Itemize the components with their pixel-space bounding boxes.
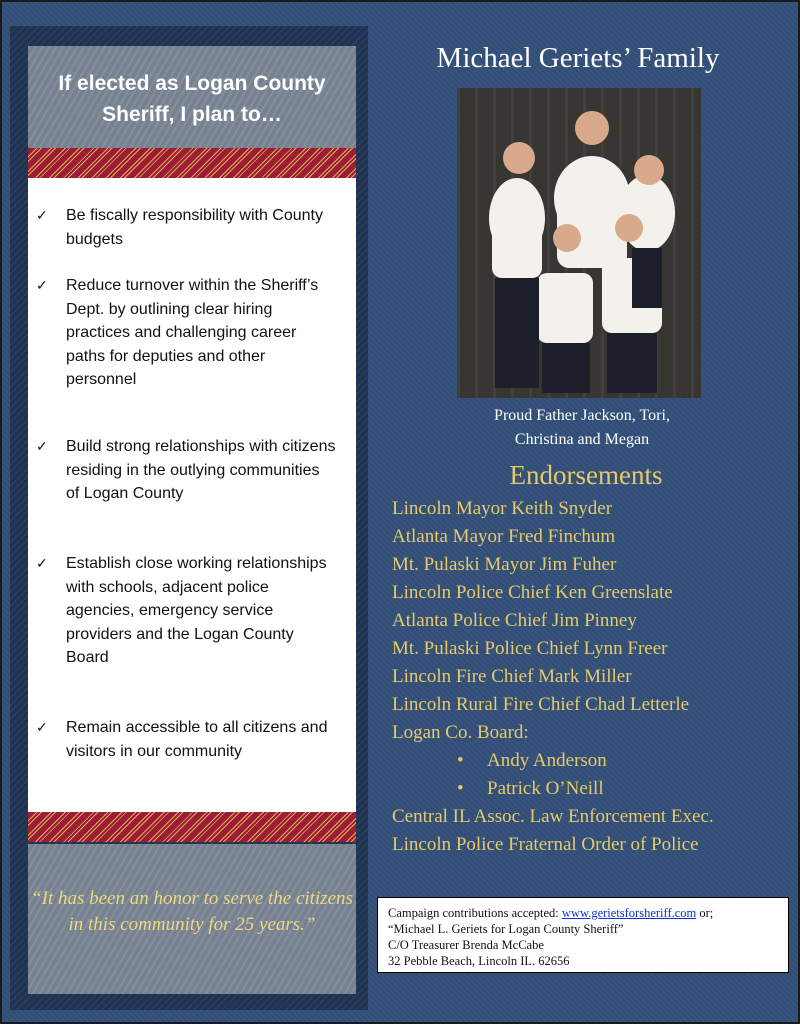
endorsement-item: Mt. Pulaski Police Chief Lynn Freer: [392, 638, 668, 659]
candidate-quote: “It has been an honor to serve the citizens in this community for 25 years.”: [31, 888, 353, 935]
family-photo-figures: [457, 88, 701, 398]
photo-caption-line: Proud Father Jackson, Tori,: [494, 407, 670, 424]
endorsement-item: Lincoln Mayor Keith Snyder: [392, 498, 613, 519]
endorsement-item: Logan Co. Board:: [392, 722, 529, 743]
plan-list: [28, 178, 356, 812]
board-member-item: [457, 750, 607, 772]
plan-item: [36, 552, 336, 670]
plan-item-text: Be fiscally responsibility with County budgets: [66, 207, 323, 248]
plan-item-text: Build strong relationships with citizens residing in the outlying communities of Logan County: [66, 438, 336, 502]
endorsement-item: Atlanta Police Chief Jim Pinney: [392, 610, 637, 631]
contributions-address: 32 Pebble Beach, Lincoln IL. 62656: [388, 954, 570, 968]
endorsement-item: Lincoln Fire Chief Mark Miller: [392, 666, 632, 687]
contributions-suffix: or;: [696, 906, 714, 920]
contributions-line: [388, 905, 778, 921]
plan-item: [36, 204, 336, 251]
check-icon: ✓: [36, 207, 48, 223]
check-icon: ✓: [36, 277, 48, 293]
plan-item: [36, 716, 336, 763]
photo-caption: [432, 404, 732, 452]
contributions-payee: “Michael L. Geriets for Logan County Sheriff”: [388, 922, 624, 936]
endorsement-item: Mt. Pulaski Mayor Jim Fuher: [392, 554, 617, 575]
photo-caption-line: Christina and Megan: [514, 431, 650, 448]
contributions-box: [377, 897, 789, 973]
plan-item: [36, 274, 336, 392]
endorsements-title: Endorsements: [509, 460, 663, 490]
plan-item-text: Remain accessible to all citizens and visitors in our community: [66, 719, 328, 760]
check-icon: ✓: [36, 438, 48, 454]
endorsement-item: Lincoln Police Chief Ken Greenslate: [392, 582, 673, 603]
family-title: Michael Geriets’ Family: [436, 42, 720, 74]
bullet-icon: •: [457, 750, 464, 771]
contributions-treasurer: C/O Treasurer Brenda McCabe: [388, 938, 544, 952]
board-member-item: [457, 778, 604, 800]
quote-box: [28, 844, 356, 994]
endorsement-item: Lincoln Rural Fire Chief Chad Letterle: [392, 694, 690, 715]
family-photo: [457, 88, 701, 398]
bottom-stripe-band: [28, 812, 356, 842]
plan-item-text: Establish close working relationships with schools, adjacent police agencies, emergency service providers and the Logan County Board: [66, 555, 327, 666]
check-icon: ✓: [36, 719, 48, 735]
left-panel: [10, 26, 368, 1010]
board-member-name: Patrick O’Neill: [487, 778, 604, 799]
top-stripe-band: [28, 148, 356, 178]
endorsement-item: Lincoln Police Fraternal Order of Police: [392, 834, 699, 855]
campaign-website-link[interactable]: www.gerietsforsheriff.com: [561, 906, 697, 920]
board-member-name: Andy Anderson: [487, 750, 607, 771]
plan-item-text: Reduce turnover within the Sheriff’s Dept. by outlining clear hiring practices and challenging career paths for deputies and other personnel: [66, 277, 319, 388]
bullet-icon: •: [457, 778, 464, 799]
endorsement-item: Central IL Assoc. Law Enforcement Exec.: [392, 806, 714, 827]
check-icon: ✓: [36, 555, 48, 571]
plan-heading: If elected as Logan County Sheriff, I plan to…: [28, 46, 356, 170]
contributions-prefix: Campaign contributions accepted:: [388, 906, 562, 920]
plan-item: [36, 435, 336, 506]
endorsement-item: Atlanta Mayor Fred Finchum: [392, 526, 616, 547]
